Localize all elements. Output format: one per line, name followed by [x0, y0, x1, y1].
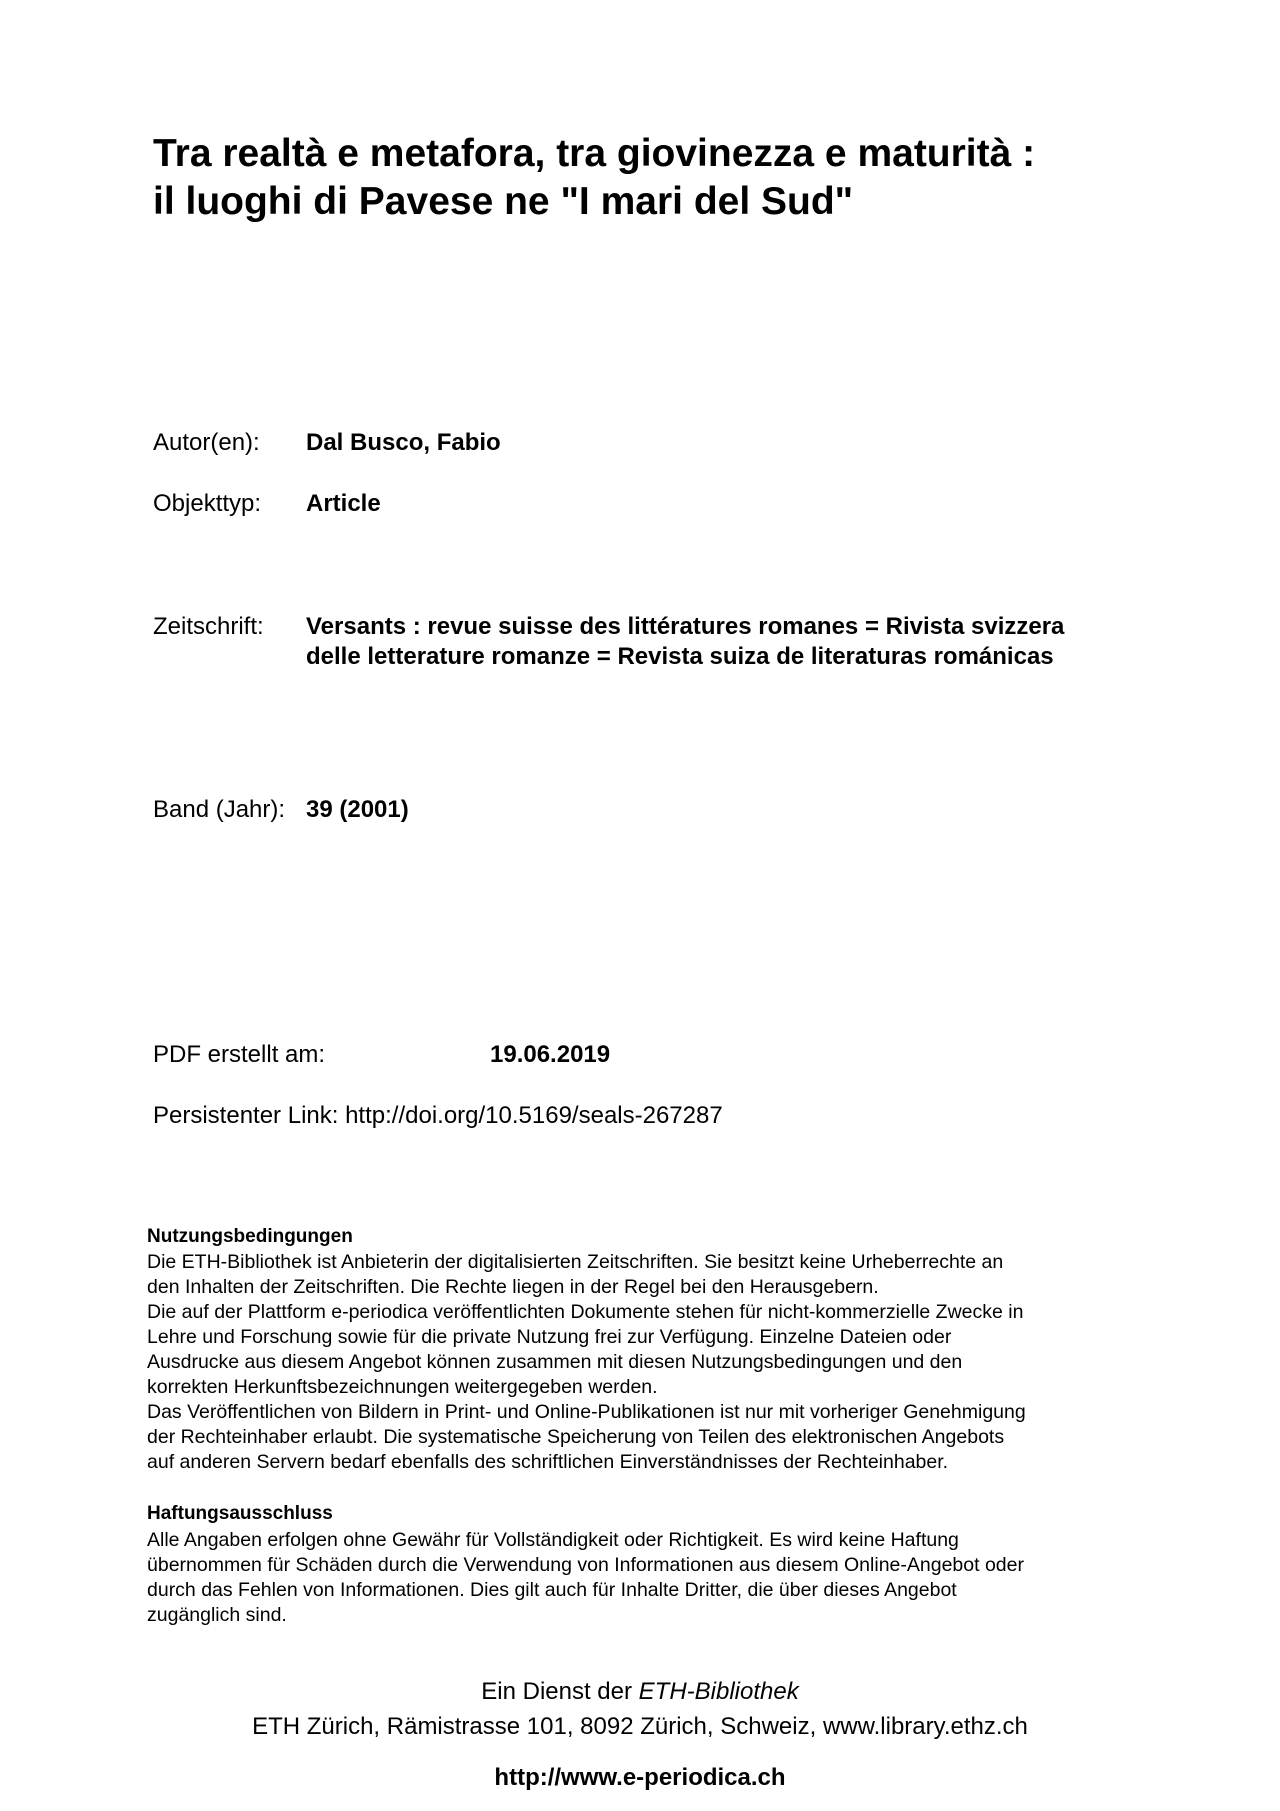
title-line-2: il luoghi di Pavese ne "I mari del Sud"	[153, 180, 854, 223]
journal-value	[306, 612, 1166, 672]
journal-value-line-2: delle letterature romanze = Revista suiza de literaturas románicas	[306, 643, 1054, 670]
body-line: Die ETH-Bibliothek ist Anbieterin der digitalisierten Zeitschriften. Sie besitzt keine Urheberrechte an	[147, 1251, 1004, 1273]
body-line: Das Veröffentlichen von Bildern in Print- und Online-Publikationen ist nur mit vorheriger Genehmigung	[147, 1401, 1026, 1423]
author-value: Dal Busco, Fabio	[306, 429, 501, 456]
disclaimer-heading: Haftungsausschluss	[147, 1503, 333, 1524]
body-line: zugänglich sind.	[147, 1604, 287, 1626]
body-line: durch das Fehlen von Informationen. Dies gilt auch für Inhalte Dritter, die über dieses Angebot	[147, 1579, 957, 1601]
disclaimer-body	[147, 1528, 1137, 1628]
footer-address: ETH Zürich, Rämistrasse 101, 8092 Zürich, Schweiz, www.library.ethz.ch	[252, 1713, 1028, 1740]
type-value: Article	[306, 490, 381, 517]
body-line: den Inhalten der Zeitschriften. Die Rechte liegen in der Regel bei den Herausgebern.	[147, 1276, 879, 1298]
pdf-created-value: 19.06.2019	[490, 1041, 611, 1068]
service-line	[0, 1677, 1280, 1707]
terms-body	[147, 1250, 1137, 1475]
footer-website-link[interactable]: http://www.e-periodica.ch	[494, 1764, 786, 1791]
body-line: Lehre und Forschung sowie für die private Nutzung frei zur Verfügung. Einzelne Dateien oder	[147, 1326, 952, 1348]
body-line: Ausdrucke aus diesem Angebot können zusammen mit diesen Nutzungsbedingungen und den	[147, 1351, 963, 1373]
body-line: auf anderen Servern bedarf ebenfalls des schriftlichen Einverständnisses der Rechteinhaber.	[147, 1451, 949, 1473]
author-label: Autor(en):	[153, 429, 260, 456]
body-line: korrekten Herkunftsbezeichnungen weitergegeben werden.	[147, 1376, 658, 1398]
volume-value: 39 (2001)	[306, 796, 409, 823]
body-line: Die auf der Plattform e-periodica veröffentlichten Dokumente stehen für nicht-kommerzielle Zwecke in	[147, 1301, 1024, 1323]
volume-label: Band (Jahr):	[153, 796, 286, 823]
service-name: ETH-Bibliothek	[638, 1678, 799, 1705]
body-line: der Rechteinhaber erlaubt. Die systematische Speicherung von Teilen des elektronischen Angebots	[147, 1426, 1005, 1448]
journal-value-line-1: Versants : revue suisse des littératures romanes = Rivista svizzera	[306, 613, 1065, 640]
persistent-link[interactable]: Persistenter Link: http://doi.org/10.5169/seals-267287	[153, 1102, 723, 1129]
title-line-1: Tra realtà e metafora, tra giovinezza e maturità :	[153, 132, 1036, 175]
journal-label: Zeitschrift:	[153, 613, 264, 640]
terms-heading: Nutzungsbedingungen	[147, 1226, 353, 1247]
body-line: übernommen für Schäden durch die Verwendung von Informationen aus diesem Online-Angebot oder	[147, 1554, 1024, 1576]
body-line: Alle Angaben erfolgen ohne Gewähr für Vollständigkeit oder Richtigkeit. Es wird keine Haftung	[147, 1529, 959, 1551]
service-prefix: Ein Dienst der	[481, 1678, 632, 1705]
type-label: Objekttyp:	[153, 490, 262, 517]
pdf-created-label: PDF erstellt am:	[153, 1041, 326, 1068]
document-title	[153, 130, 1173, 226]
